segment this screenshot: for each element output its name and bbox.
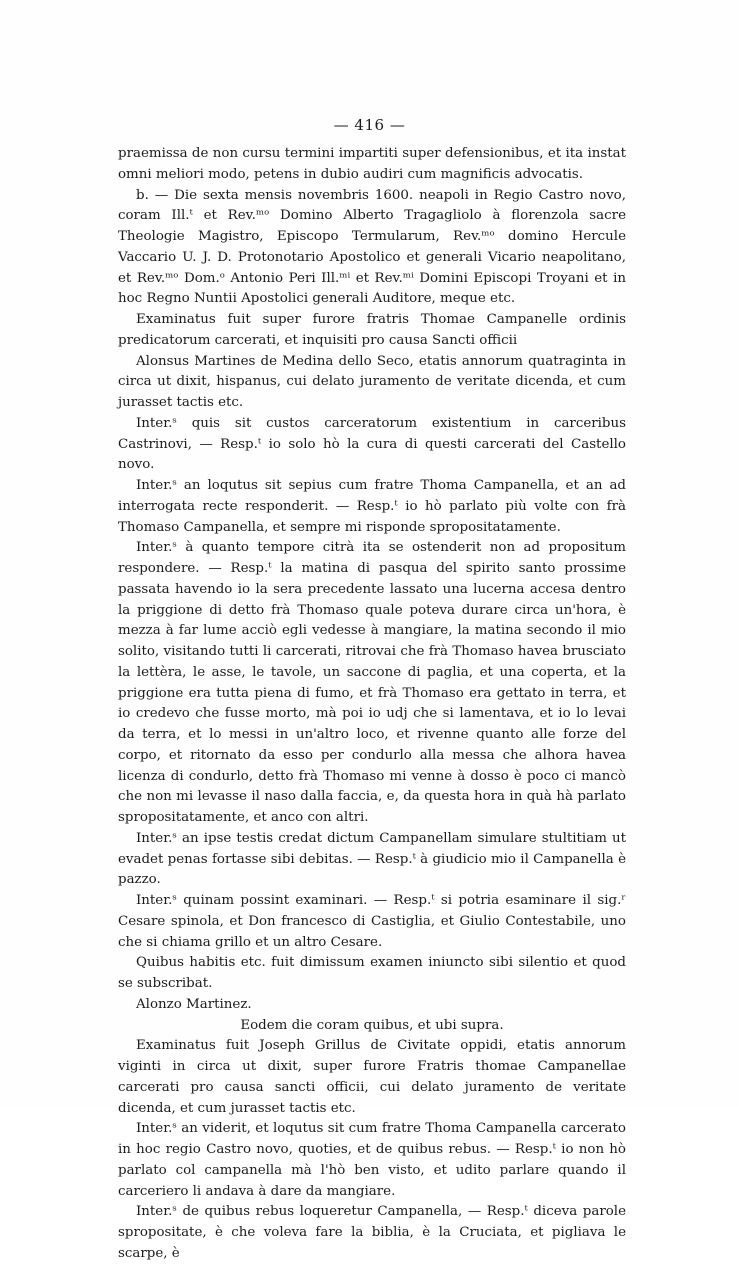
body-text (118, 144, 626, 1265)
page-number: — 416 — (333, 116, 406, 134)
paragraph-interrogation: Inter.ˢ de quibus rebus loqueretur Campanella, — Resp.ᵗ diceva parole spropositate, è che voleva fare la biblia, è la Cruciata, et pigliava le scarpe, è (118, 1204, 626, 1261)
paragraph-closing: Quibus habitis etc. fuit dimissum examen iniuncto sibi silentio et quod se subscribat. (118, 955, 626, 991)
paragraph-interrogation: Inter.ˢ an ipse testis credat dictum Campanellam simulare stultitiam ut evadet penas fortasse sibi debitas. — Resp.ᵗ à giudicio mio il Campanella è pazzo. (118, 830, 626, 888)
paragraph-interrogation: Inter.ˢ à quanto tempore citrà ita se ostenderit non ad propositum respondere. — Resp.ᵗ la matina di pasqua del spirito santo prossime passata havendo io la sera precedente lassato una lucerna accesa dentro la priggione di detto frà Thomaso quale poteva durare circa un'hora, è mezza à far lume acciò egli vedesse à mangiare, la matina secondo il mio solito, visitando tutti li carcerati, ritrovai che frà Thomaso havea brusciato la lettèra, le asse, le tavole, un saccone di paglia, et una coperta, et la priggione era tutta piena di fumo, et frà Thomaso era gettato in terra, et io credevo che fusse morto, mà poi io udj che si lamentava, et io lo levai da terra, et lo messi in un'altro loco, et rivenne quanto alle forze del corpo, et ritornato da esso per condurlo alla messa che alhora havea licenza di condurlo, detto frà Thomaso mi venne à dosso è poco ci mancò che non mi levasse il naso dalla faccia, e, da questa hora in quà hà parlato spropositatamente, et anco con altri. (118, 540, 626, 825)
paragraph-examinatus: Examinatus fuit super furore fratris Thomae Campanelle ordinis predicatorum carcerati, et inquisiti pro causa Sancti officii (118, 312, 626, 348)
paragraph-date-heading: b. — Die sexta mensis novembris 1600. neapoli in Regio Castro novo, coram Ill.ᵗ et Rev.ᵐᵒ Domino Alberto Tragagliolo à florenzola sacre Theologie Magistro, Episcopo Termularum, Rev.ᵐᵒ domino Hercule Vaccario U. J. D. Protonotario Apostolico et generali Vicario neapolitano, et Rev.ᵐᵒ Dom.ᵒ Antonio Peri Ill.ᵐⁱ et Rev.ᵐⁱ Domini Episcopi Troyani et in hoc Regno Nuntii Apostolici generali Auditore, meque etc. (118, 187, 626, 307)
paragraph-second-witness: Examinatus fuit Joseph Grillus de Civitate oppidi, etatis annorum viginti in circa ut dixit, super furore Fratris thomae Campanellae carcerati pro causa sancti officii, cui delato juramento de veritate dicenda, et cum jurasset tactis etc. (118, 1038, 626, 1116)
paragraph-continuation: praemissa de non cursu termini impartiti super defensionibus, et ita instat omni meliori modo, petens in dubio audiri cum magnificis advocatis. (118, 146, 626, 182)
paragraph-signature: Alonzo Martinez. (136, 996, 252, 1012)
paragraph-interrogation: Inter.ˢ quinam possint examinari. — Resp.ᵗ si potria esaminare il sig.ʳ Cesare spinola, et Don francesco di Castiglia, et Giulio Contestabile, uno che si chiama grillo et un altro Cesare. (118, 893, 626, 950)
paragraph-interrogation: Inter.ˢ an viderit, et loqutus sit cum fratre Thoma Campanella carcerato in hoc regio Castro novo, quoties, et de quibus rebus. — Resp.ᵗ io non hò parlato col campanella mà l'hò ben visto, et udito parlare quando il carceriero li andava à dare da mangiare. (118, 1121, 626, 1199)
paragraph-interrogation: Inter.ˢ an loqutus sit sepius cum fratre Thoma Campanella, et an ad interrogata recte responderit. — Resp.ᵗ io hò parlato più volte con frà Thomaso Campanella, et sempre mi risponde spropositatamente. (118, 478, 626, 535)
paragraph-eodem-die: Eodem die coram quibus, et ubi supra. (240, 1017, 504, 1033)
paragraph-interrogation: Inter.ˢ quis sit custos carceratorum existentium in carceribus Castrinovi, — Resp.ᵗ io solo hò la cura di questi carcerati del Castello novo. (118, 415, 626, 473)
paragraph-witness-intro: Alonsus Martines de Medina dello Seco, etatis annorum quatraginta in circa ut dixit, hispanus, cui delato juramento de veritate dicenda, et cum jurasset tactis etc. (118, 353, 626, 410)
